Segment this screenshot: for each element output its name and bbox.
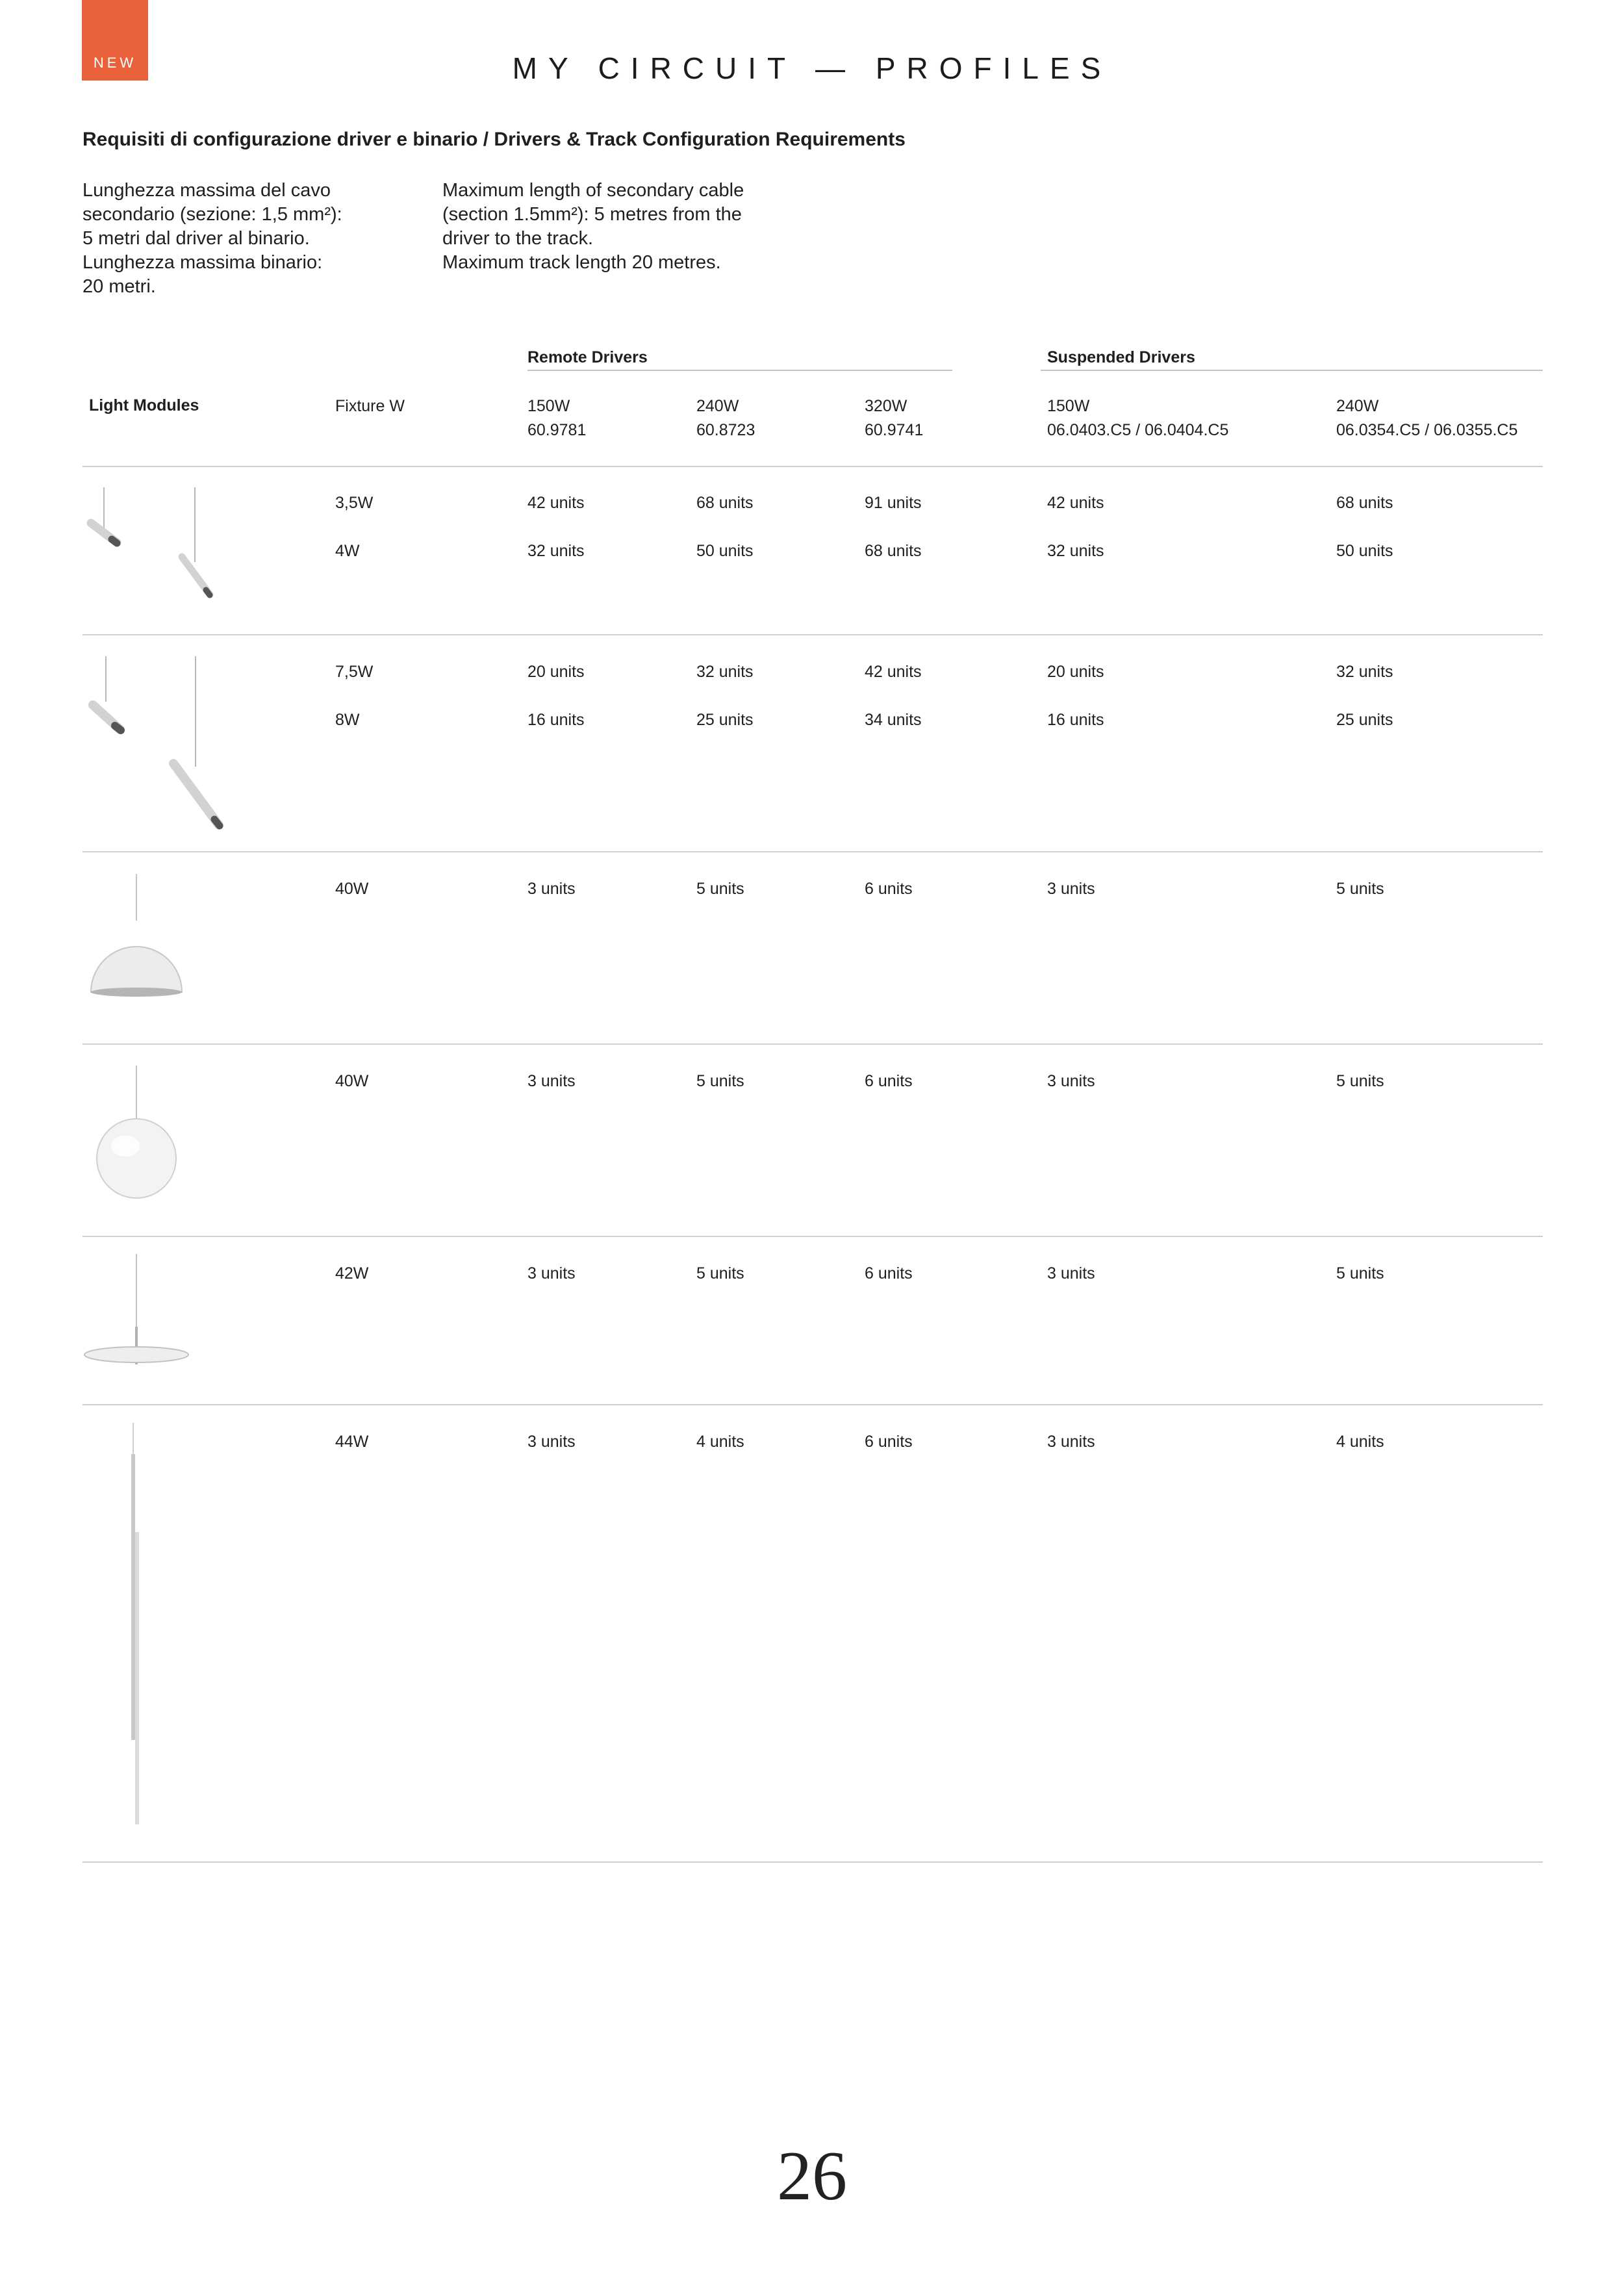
driver-header (1336, 394, 1517, 442)
row-separator (82, 1861, 1543, 1863)
dome-pendant-icon (84, 874, 188, 1001)
units-value: 5 units (696, 1072, 744, 1090)
note-line: (section 1.5mm²): 5 metres from the (442, 204, 742, 225)
document-title: MY CIRCUIT — PROFILES (512, 51, 1112, 85)
spotlight-large-icon (81, 653, 237, 835)
units-value: 32 units (1047, 542, 1104, 560)
units-value: 5 units (696, 1264, 744, 1283)
units-value: 3 units (527, 1072, 576, 1090)
units-value: 5 units (1336, 880, 1384, 898)
row-separator (82, 851, 1543, 852)
units-value: 3 units (1047, 1433, 1095, 1451)
section-heading: Requisiti di configurazione driver e binario / Drivers & Track Configuration Requirements (82, 129, 906, 150)
note-line: Lunghezza massima del cavo (82, 180, 331, 201)
fixture-wattage: 8W (335, 711, 360, 729)
units-value: 3 units (527, 1433, 576, 1451)
units-value: 68 units (865, 542, 922, 560)
units-value: 50 units (696, 542, 754, 560)
units-value: 5 units (696, 880, 744, 898)
units-value: 34 units (865, 711, 922, 729)
remote-drivers-rule (527, 370, 952, 371)
units-value: 6 units (865, 880, 913, 898)
units-value: 20 units (1047, 663, 1104, 681)
fixture-wattage: 42W (335, 1264, 369, 1283)
units-value: 16 units (527, 711, 585, 729)
driver-code: 60.9781 (527, 421, 587, 439)
driver-power: 150W (1047, 397, 1090, 415)
note-italian (82, 179, 446, 299)
units-value: 3 units (1047, 1072, 1095, 1090)
units-value: 42 units (1047, 494, 1104, 512)
note-line: secondario (sezione: 1,5 mm²): (82, 204, 342, 225)
fixture-wattage: 7,5W (335, 663, 374, 681)
units-value: 6 units (865, 1433, 913, 1451)
row-separator (82, 1404, 1543, 1405)
units-value: 50 units (1336, 542, 1393, 560)
fixture-wattage: 40W (335, 1072, 369, 1090)
fixture-wattage: 40W (335, 880, 369, 898)
row-separator (82, 1043, 1543, 1045)
driver-code: 06.0354.C5 / 06.0355.C5 (1336, 421, 1518, 439)
row-separator (82, 1236, 1543, 1237)
note-line: Maximum length of secondary cable (442, 180, 744, 201)
suspended-drivers-rule (1041, 370, 1543, 371)
driver-code: 06.0403.C5 / 06.0404.C5 (1047, 421, 1229, 439)
units-value: 25 units (1336, 711, 1393, 729)
units-value: 3 units (527, 880, 576, 898)
new-badge-label: NEW (93, 55, 137, 71)
note-line: Lunghezza massima binario: (82, 252, 323, 273)
units-value: 3 units (527, 1264, 576, 1283)
note-english (442, 179, 806, 275)
remote-drivers-heading: Remote Drivers (527, 348, 648, 366)
sphere-pendant-icon (84, 1066, 188, 1202)
driver-power: 240W (1336, 397, 1379, 415)
linear-pendant-icon (123, 1423, 149, 1832)
units-value: 5 units (1336, 1072, 1384, 1090)
units-value: 3 units (1047, 880, 1095, 898)
note-line: 20 metri. (82, 276, 156, 297)
driver-code: 60.9741 (865, 421, 924, 439)
fixture-wattage: 44W (335, 1433, 369, 1451)
fixture-wattage: 4W (335, 542, 360, 560)
spotlight-small-icon (84, 484, 227, 604)
units-value: 20 units (527, 663, 585, 681)
units-value: 32 units (696, 663, 754, 681)
fixture-wattage: 3,5W (335, 494, 374, 512)
driver-code: 60.8723 (696, 421, 755, 439)
units-value: 32 units (1336, 663, 1393, 681)
disc-pendant-icon (81, 1254, 192, 1371)
row-separator (82, 634, 1543, 635)
units-value: 25 units (696, 711, 754, 729)
driver-power: 240W (696, 397, 739, 415)
units-value: 5 units (1336, 1264, 1384, 1283)
driver-header (865, 394, 923, 442)
units-value: 42 units (865, 663, 922, 681)
units-value: 4 units (1336, 1433, 1384, 1451)
driver-power: 320W (865, 397, 907, 415)
units-value: 3 units (1047, 1264, 1095, 1283)
units-value: 91 units (865, 494, 922, 512)
fixture-header: Fixture W (335, 397, 405, 415)
units-value: 6 units (865, 1072, 913, 1090)
units-value: 68 units (696, 494, 754, 512)
units-value: 6 units (865, 1264, 913, 1283)
units-value: 68 units (1336, 494, 1393, 512)
header-separator (82, 466, 1543, 467)
driver-power: 150W (527, 397, 570, 415)
units-value: 4 units (696, 1433, 744, 1451)
suspended-drivers-heading: Suspended Drivers (1047, 348, 1195, 366)
driver-header (527, 394, 586, 442)
driver-header (1047, 394, 1228, 442)
light-modules-header: Light Modules (89, 396, 199, 415)
note-line: driver to the track. (442, 228, 594, 249)
page-number: 26 (777, 2138, 847, 2215)
units-value: 42 units (527, 494, 585, 512)
units-value: 16 units (1047, 711, 1104, 729)
note-line: 5 metri dal driver al binario. (82, 228, 310, 249)
note-line: Maximum track length 20 metres. (442, 252, 721, 273)
driver-header (696, 394, 755, 442)
units-value: 32 units (527, 542, 585, 560)
